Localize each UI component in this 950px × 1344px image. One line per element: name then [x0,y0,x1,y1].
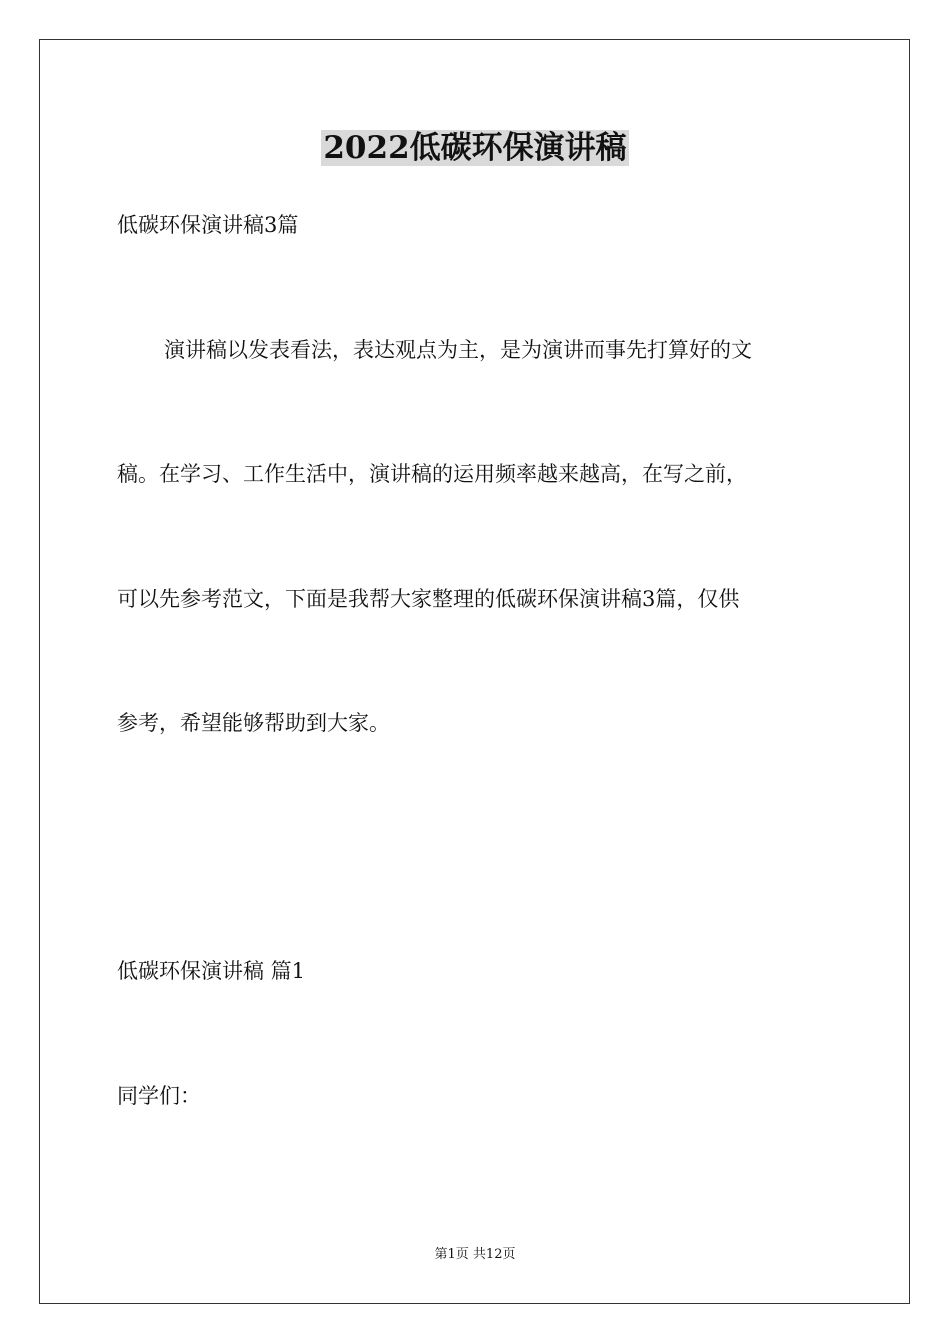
salutation: 同学们： [117,1084,201,1108]
intro-line-2: 稿。在学习、工作生活中，演讲稿的运用频率越来越高，在写之前， [117,462,747,486]
intro-line-4: 参考，希望能够帮助到大家。 [117,711,390,735]
document-title-text: 2022低碳环保演讲稿 [323,130,627,166]
intro-line-3: 可以先参考范文，下面是我帮大家整理的低碳环保演讲稿3篇，仅供 [117,587,740,611]
document-title [0,126,950,170]
subtitle: 低碳环保演讲稿3篇 [117,213,299,237]
intro-line-1: 演讲稿以发表看法，表达观点为主，是为演讲而事先打算好的文 [164,338,752,362]
page-footer: 第1页 共12页 [434,1247,516,1262]
section-heading: 低碳环保演讲稿 篇1 [117,959,306,983]
